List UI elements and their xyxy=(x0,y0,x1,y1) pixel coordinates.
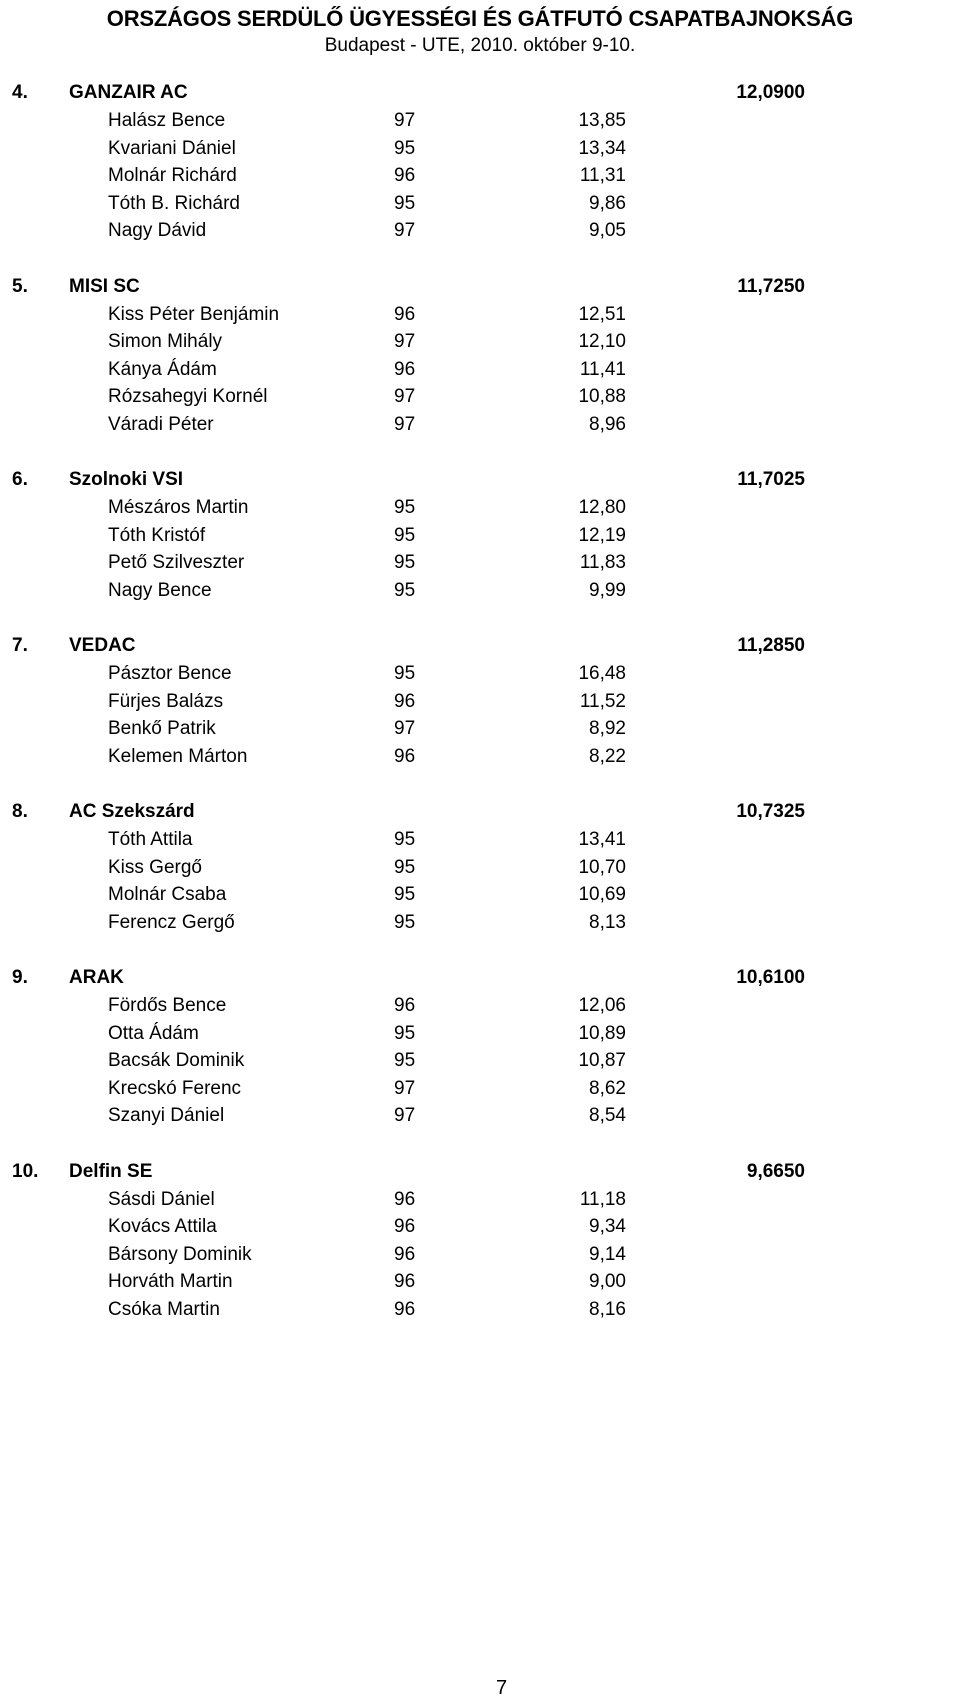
athlete-score: 12,10 xyxy=(578,331,626,352)
athlete-name: Benkő Patrik xyxy=(108,718,216,739)
team-rank: 5. xyxy=(12,275,28,297)
team-rank: 10. xyxy=(12,1160,39,1182)
team-header-row xyxy=(0,798,960,826)
athlete-score: 11,83 xyxy=(579,552,626,573)
athlete-row xyxy=(0,107,960,135)
team-rank: 8. xyxy=(12,801,28,822)
athlete-name: Kiss Péter Benjámin xyxy=(108,303,280,325)
athlete-row xyxy=(0,826,960,854)
athlete-row xyxy=(0,881,960,909)
athlete-year: 96 xyxy=(394,1271,416,1292)
team-name: VEDAC xyxy=(69,635,136,656)
athlete-row xyxy=(0,688,960,716)
athlete-score: 9,99 xyxy=(589,579,626,601)
athlete-score: 10,70 xyxy=(578,856,626,878)
team-name: GANZAIR AC xyxy=(69,82,188,103)
team-score: 12,0900 xyxy=(736,82,805,103)
athlete-year: 97 xyxy=(394,718,416,739)
athlete-name: Simon Mihály xyxy=(108,331,223,352)
team-name: AC Szekszárd xyxy=(69,801,195,822)
athlete-score: 12,51 xyxy=(578,303,626,325)
athlete-name: Bacsák Dominik xyxy=(108,1050,245,1071)
athlete-year: 97 xyxy=(394,220,416,241)
athlete-row xyxy=(0,909,960,937)
athlete-row xyxy=(0,854,960,882)
athlete-row xyxy=(0,356,960,384)
team-score: 9,6650 xyxy=(746,1160,805,1182)
athlete-name: Tóth Attila xyxy=(108,829,193,850)
team-name: Delfin SE xyxy=(69,1160,153,1182)
team-block xyxy=(0,964,960,1130)
athlete-score: 8,92 xyxy=(589,718,626,739)
team-block xyxy=(0,79,960,245)
athlete-year: 97 xyxy=(394,331,416,352)
athlete-year: 95 xyxy=(394,524,416,546)
athlete-row xyxy=(0,660,960,688)
athlete-row xyxy=(0,494,960,522)
athlete-name: Pető Szilveszter xyxy=(108,552,245,573)
athlete-year: 97 xyxy=(394,110,416,131)
athlete-row xyxy=(0,1296,960,1324)
athlete-year: 95 xyxy=(394,137,416,159)
athlete-name: Krecskó Ferenc xyxy=(108,1077,242,1099)
athlete-row xyxy=(0,190,960,218)
athlete-score: 12,06 xyxy=(578,995,626,1016)
athlete-name: Otta Ádám xyxy=(108,1022,199,1044)
athlete-score: 8,13 xyxy=(589,911,626,933)
athlete-name: Szanyi Dániel xyxy=(108,1105,225,1126)
athlete-score: 13,41 xyxy=(578,829,626,850)
team-rank: 9. xyxy=(12,967,28,988)
athlete-name: Tóth Kristóf xyxy=(108,524,206,546)
document-subtitle: Budapest - UTE, 2010. október 9-10. xyxy=(324,35,636,56)
athlete-score: 9,00 xyxy=(589,1271,626,1292)
athlete-row xyxy=(0,411,960,439)
athlete-row xyxy=(0,1268,960,1296)
athlete-score: 10,88 xyxy=(578,386,626,407)
athlete-name: Kvariani Dániel xyxy=(108,137,236,159)
athlete-year: 95 xyxy=(394,497,416,518)
athlete-row xyxy=(0,301,960,329)
team-name: MISI SC xyxy=(69,275,140,297)
athlete-year: 95 xyxy=(394,1050,416,1071)
team-header-row xyxy=(0,964,960,992)
athlete-year: 97 xyxy=(394,413,416,435)
athlete-year: 96 xyxy=(394,745,416,767)
athlete-score: 13,34 xyxy=(578,137,626,159)
athlete-year: 97 xyxy=(394,1077,416,1099)
athlete-name: Mészáros Martin xyxy=(108,497,249,518)
team-score: 10,7325 xyxy=(736,801,805,822)
athlete-name: Tóth B. Richárd xyxy=(108,192,240,214)
athlete-year: 96 xyxy=(394,1298,416,1320)
athlete-year: 96 xyxy=(394,1243,416,1265)
athlete-row xyxy=(0,743,960,771)
athlete-row xyxy=(0,549,960,577)
athlete-name: Molnár Csaba xyxy=(108,884,227,905)
athlete-score: 9,05 xyxy=(589,220,626,241)
athlete-name: Bársony Dominik xyxy=(108,1243,252,1265)
athlete-year: 97 xyxy=(394,386,416,407)
athlete-row xyxy=(0,1047,960,1075)
athlete-row xyxy=(0,577,960,605)
athlete-name: Halász Bence xyxy=(108,110,226,131)
team-name: ARAK xyxy=(69,967,124,988)
athlete-score: 8,16 xyxy=(589,1298,626,1320)
athlete-score: 10,89 xyxy=(578,1022,626,1044)
team-header-row xyxy=(0,1158,960,1186)
team-block xyxy=(0,273,960,439)
athlete-year: 95 xyxy=(394,192,416,214)
athlete-year: 97 xyxy=(394,1105,416,1126)
athlete-score: 10,87 xyxy=(578,1050,626,1071)
athlete-score: 13,85 xyxy=(578,110,626,131)
team-name: Szolnoki VSI xyxy=(69,469,184,490)
athlete-score: 8,62 xyxy=(589,1077,626,1099)
athlete-row xyxy=(0,162,960,190)
athlete-score: 9,34 xyxy=(589,1216,626,1237)
team-rank: 4. xyxy=(12,82,28,103)
athlete-year: 96 xyxy=(394,303,416,325)
athlete-name: Kovács Attila xyxy=(108,1216,217,1237)
document-header xyxy=(0,4,960,58)
athlete-row xyxy=(0,1213,960,1241)
athlete-name: Fördős Bence xyxy=(108,995,227,1016)
athlete-score: 8,54 xyxy=(589,1105,626,1126)
athlete-score: 11,41 xyxy=(579,358,626,380)
document-title: ORSZÁGOS SERDÜLŐ ÜGYESSÉGI ÉS GÁTFUTÓ CSAPATBAJNOKSÁG xyxy=(106,6,854,31)
athlete-name: Kánya Ádám xyxy=(108,358,217,380)
athlete-year: 96 xyxy=(394,1188,416,1210)
athlete-name: Váradi Péter xyxy=(108,413,214,435)
athlete-name: Rózsahegyi Kornél xyxy=(108,386,268,407)
athlete-year: 95 xyxy=(394,856,416,878)
team-rank: 6. xyxy=(12,469,28,490)
athlete-row xyxy=(0,1075,960,1103)
athlete-score: 11,52 xyxy=(579,690,626,712)
athlete-score: 16,48 xyxy=(578,663,626,684)
athlete-year: 96 xyxy=(394,165,416,186)
athlete-row xyxy=(0,522,960,550)
athlete-year: 96 xyxy=(394,995,416,1016)
athlete-row xyxy=(0,992,960,1020)
team-block xyxy=(0,632,960,770)
athlete-name: Kelemen Márton xyxy=(108,745,248,767)
athlete-name: Fürjes Balázs xyxy=(108,690,224,712)
athlete-year: 95 xyxy=(394,1022,416,1044)
page-number: 7 xyxy=(496,1677,508,1699)
athlete-year: 95 xyxy=(394,829,416,850)
athlete-row xyxy=(0,1102,960,1130)
team-header-row xyxy=(0,466,960,494)
athlete-score: 11,31 xyxy=(579,165,626,186)
athlete-year: 96 xyxy=(394,1216,416,1237)
athlete-year: 96 xyxy=(394,690,416,712)
athlete-year: 95 xyxy=(394,552,416,573)
athlete-year: 96 xyxy=(394,358,416,380)
athlete-year: 95 xyxy=(394,911,416,933)
athlete-year: 95 xyxy=(394,579,416,601)
athlete-name: Kiss Gergő xyxy=(108,856,202,878)
athlete-score: 8,96 xyxy=(589,413,626,435)
athlete-score: 11,18 xyxy=(579,1188,626,1210)
athlete-row xyxy=(0,1241,960,1269)
athlete-name: Molnár Richárd xyxy=(108,165,237,186)
team-block xyxy=(0,466,960,604)
athlete-row xyxy=(0,1186,960,1214)
athlete-row xyxy=(0,135,960,163)
athlete-name: Horváth Martin xyxy=(108,1271,233,1292)
athlete-score: 10,69 xyxy=(578,884,626,905)
athlete-score: 9,86 xyxy=(589,192,626,214)
athlete-name: Sásdi Dániel xyxy=(108,1188,215,1210)
athlete-name: Pásztor Bence xyxy=(108,663,232,684)
team-score: 11,7250 xyxy=(737,275,805,297)
athlete-score: 8,22 xyxy=(589,745,626,767)
athlete-name: Ferencz Gergő xyxy=(108,911,235,933)
results-list xyxy=(0,79,960,1351)
athlete-row xyxy=(0,1020,960,1048)
athlete-row xyxy=(0,715,960,743)
athlete-name: Csóka Martin xyxy=(108,1298,220,1320)
team-header-row xyxy=(0,273,960,301)
team-score: 11,7025 xyxy=(737,469,805,490)
athlete-score: 12,19 xyxy=(578,524,626,546)
athlete-name: Nagy Dávid xyxy=(108,220,207,241)
team-score: 10,6100 xyxy=(736,967,805,988)
athlete-row xyxy=(0,383,960,411)
athlete-year: 95 xyxy=(394,663,416,684)
athlete-year: 95 xyxy=(394,884,416,905)
athlete-row xyxy=(0,217,960,245)
team-block xyxy=(0,798,960,936)
team-rank: 7. xyxy=(12,635,28,656)
team-header-row xyxy=(0,632,960,660)
team-block xyxy=(0,1158,960,1324)
athlete-name: Nagy Bence xyxy=(108,579,212,601)
athlete-row xyxy=(0,328,960,356)
athlete-score: 12,80 xyxy=(578,497,626,518)
athlete-score: 9,14 xyxy=(589,1243,626,1265)
team-score: 11,2850 xyxy=(737,635,805,656)
team-header-row xyxy=(0,79,960,107)
